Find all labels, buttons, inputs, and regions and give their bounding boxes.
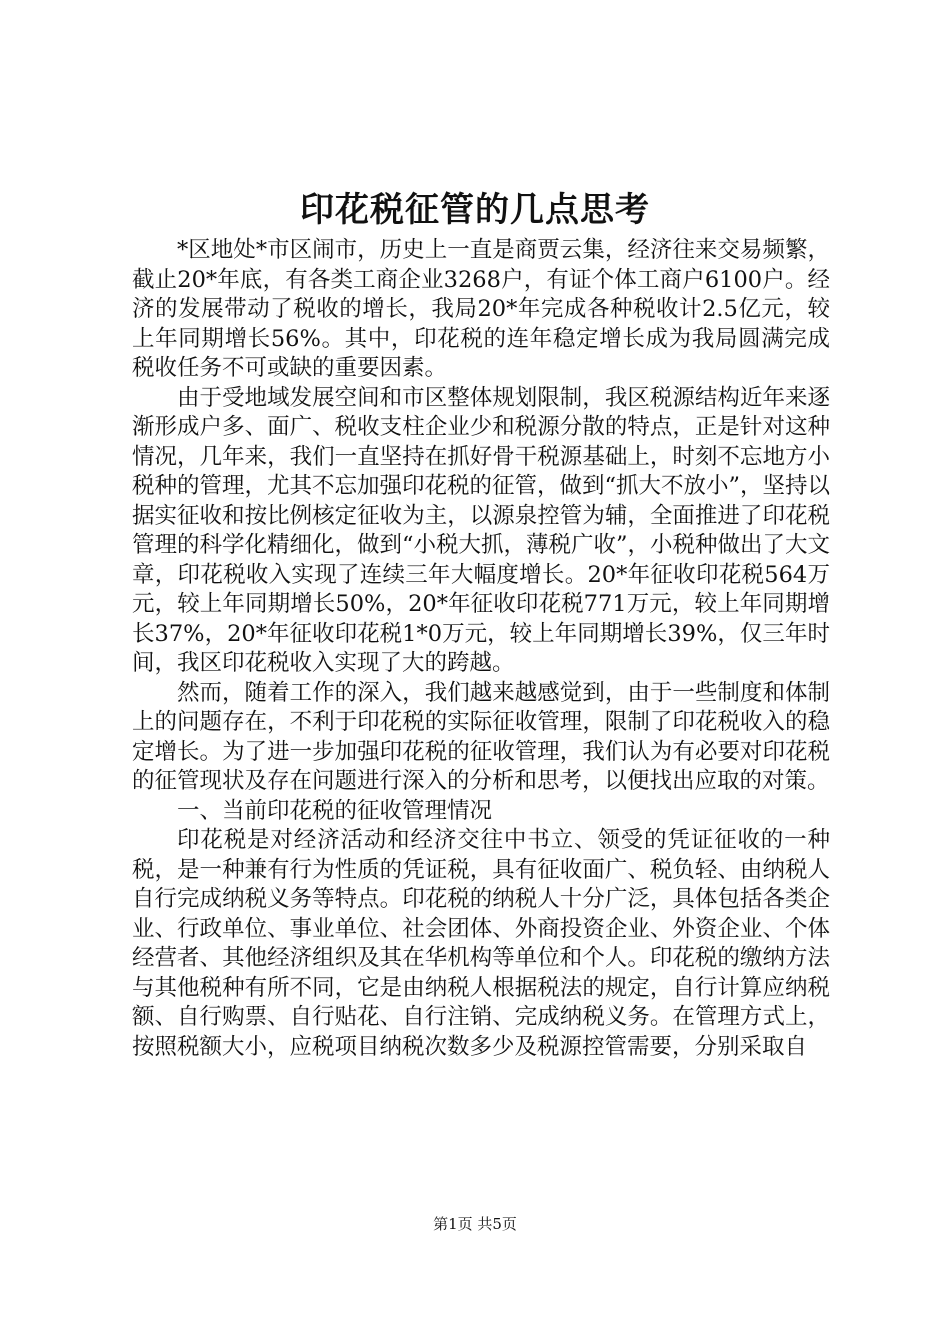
document-body [132,236,830,1062]
section-heading-1: 一、当前印花税的征收管理情况 [177,797,493,824]
paragraph-3: 然而，随着工作的深入，我们越来越感觉到，由于一些制度和体制上的问题存在，不利于印花税的实际征收管理，限制了印花税收入的稳定增长。为了进一步加强印花税的征收管理，我们认为有必要对印花税的征管现状及存在问题进行深入的分析和思考，以便找出应取的对策。 [132,679,830,794]
paragraph-2: 由于受地域发展空间和市区整体规划限制，我区税源结构近年来逐渐形成户多、面广、税收支柱企业少和税源分散的特点，正是针对这种情况，几年来，我们一直坚持在抓好骨干税源基础上，时刻不忘地方小税种的管理，尤其不忘加强印花税的征管，做到“抓大不放小”，坚持以据实征收和按比例核定征收为主，以源泉控管为辅，全面推进了印花税管理的科学化精细化，做到“小税大抓，薄税广收”，小税种做出了大文章，印花税收入实现了连续三年大幅度增长。20*年征收印花税564万元，较上年同期增长50%，20*年征收印花税771万元，较上年同期增长37%，20*年征收印花税1*0万元，较上年同期增长39%，仅三年时间，我区印花税收入实现了大的跨越。 [132,384,831,676]
document-title: 印花税征管的几点思考 [300,190,650,230]
paragraph-1: *区地处*市区闹市，历史上一直是商贾云集，经济往来交易频繁，截止20*年底，有各类工商企业3268户，有证个体工商户6100户。经济的发展带动了税收的增长，我局20*年完成各种税收计2.5亿元，较上年同期增长56%。其中，印花税的连年稳定增长成为我局圆满完成税收任务不可或缺的重要因素。 [132,237,830,381]
page-footer: 第1页 共5页 [433,1215,517,1233]
paragraph-4: 印花税是对经济活动和经济交往中书立、领受的凭证征收的一种税，是一种兼有行为性质的凭证税，具有征收面广、税负轻、由纳税人自行完成纳税义务等特点。印花税的纳税人十分广泛，具体包括各类企业、行政单位、事业单位、社会团体、外商投资企业、外资企业、个体经营者、其他经济组织及其在华机构等单位和个人。印花税的缴纳方法与其他税种有所不同，它是由纳税人根据税法的规定，自行计算应纳税额、自行购票、自行贴花、自行注销、完成纳税义务。在管理方式上，按照税额大小，应税项目纳税次数多少及税源控管需要，分别采取自 [132,827,830,1060]
